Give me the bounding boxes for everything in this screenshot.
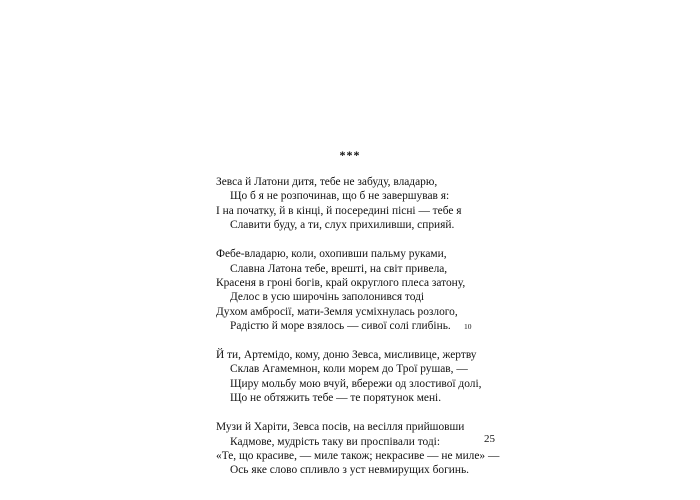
stanza	[216, 175, 506, 233]
poem-line-text: Красеня в гроні богів, край округлого плеса затону,	[216, 276, 466, 289]
poem-line	[216, 204, 506, 218]
poem-line-text: Кадмове, мудрість таку ви проспівали тоді:	[230, 435, 441, 448]
poem-line	[216, 377, 506, 391]
poem-line	[216, 276, 506, 290]
poem-line	[216, 247, 506, 261]
poem-line	[216, 305, 506, 319]
poem-line	[216, 449, 506, 463]
poem-line	[216, 463, 506, 477]
stanza	[216, 420, 506, 478]
poem-line	[216, 290, 506, 304]
poem-line-text: Духом амбросії, мати-Земля усміхнулась розлого,	[216, 305, 458, 318]
poem-line-text: Зевса й Латони дитя, тебе не забуду, владарю,	[216, 176, 438, 188]
poem-line	[216, 189, 506, 203]
poem-line-text: Що не обтяжить тебе — те порятунок мені.	[230, 392, 442, 405]
poem-body	[216, 175, 506, 492]
poem-line-text: «Те, що красиве, — миле також; некрасиве — не миле» —	[216, 450, 500, 462]
poem-line	[216, 218, 506, 232]
poem-line	[216, 319, 506, 333]
poem-line	[216, 435, 506, 449]
stanza	[216, 348, 506, 406]
section-separator: ***	[339, 148, 361, 162]
poem-line-text: Славна Латона тебе, врешті, на світ привела,	[230, 262, 448, 275]
poem-line-text: Ось яке слово спливло з уст невмирущих богинь.	[230, 464, 469, 477]
poem-line-text: Щиру мольбу мою вчуй, вбережи од злостивої долі,	[230, 377, 482, 390]
poem-line-text: Склав Агамемнон, коли морем до Трої рушав, —	[230, 363, 468, 376]
poem-line	[216, 175, 506, 189]
poem-line-text: Фебе-владарю, коли, охопивши пальму руками,	[216, 248, 447, 261]
poem-line	[216, 362, 506, 376]
poem-line	[216, 262, 506, 276]
line-number: 10	[464, 322, 472, 332]
poem-line-text: Делос в усю широчінь заполонився тоді	[230, 291, 425, 304]
poem-line-text: Славити буду, а ти, слух прихиливши, сприяй.	[230, 219, 455, 232]
poem-line	[216, 391, 506, 405]
page-number: 25	[484, 433, 495, 445]
poem-line	[216, 348, 506, 362]
stanza	[216, 247, 506, 333]
poem-line	[216, 420, 506, 434]
poem-line-text: Що б я не розпочинав, що б не завершував я:	[230, 190, 450, 203]
poem-line-text: Й ти, Артемідо, кому, доню Зевса, мисливице, жертву	[216, 349, 477, 362]
poem-line-text: Радістю й море взялось — сивої солі глибінь.	[230, 320, 451, 333]
poem-line-text: Музи й Харіти, Зевса посів, на весілля прийшовши	[216, 421, 465, 434]
poem-line-text: І на початку, й в кінці, й посередині пісні — тебе я	[216, 204, 462, 217]
